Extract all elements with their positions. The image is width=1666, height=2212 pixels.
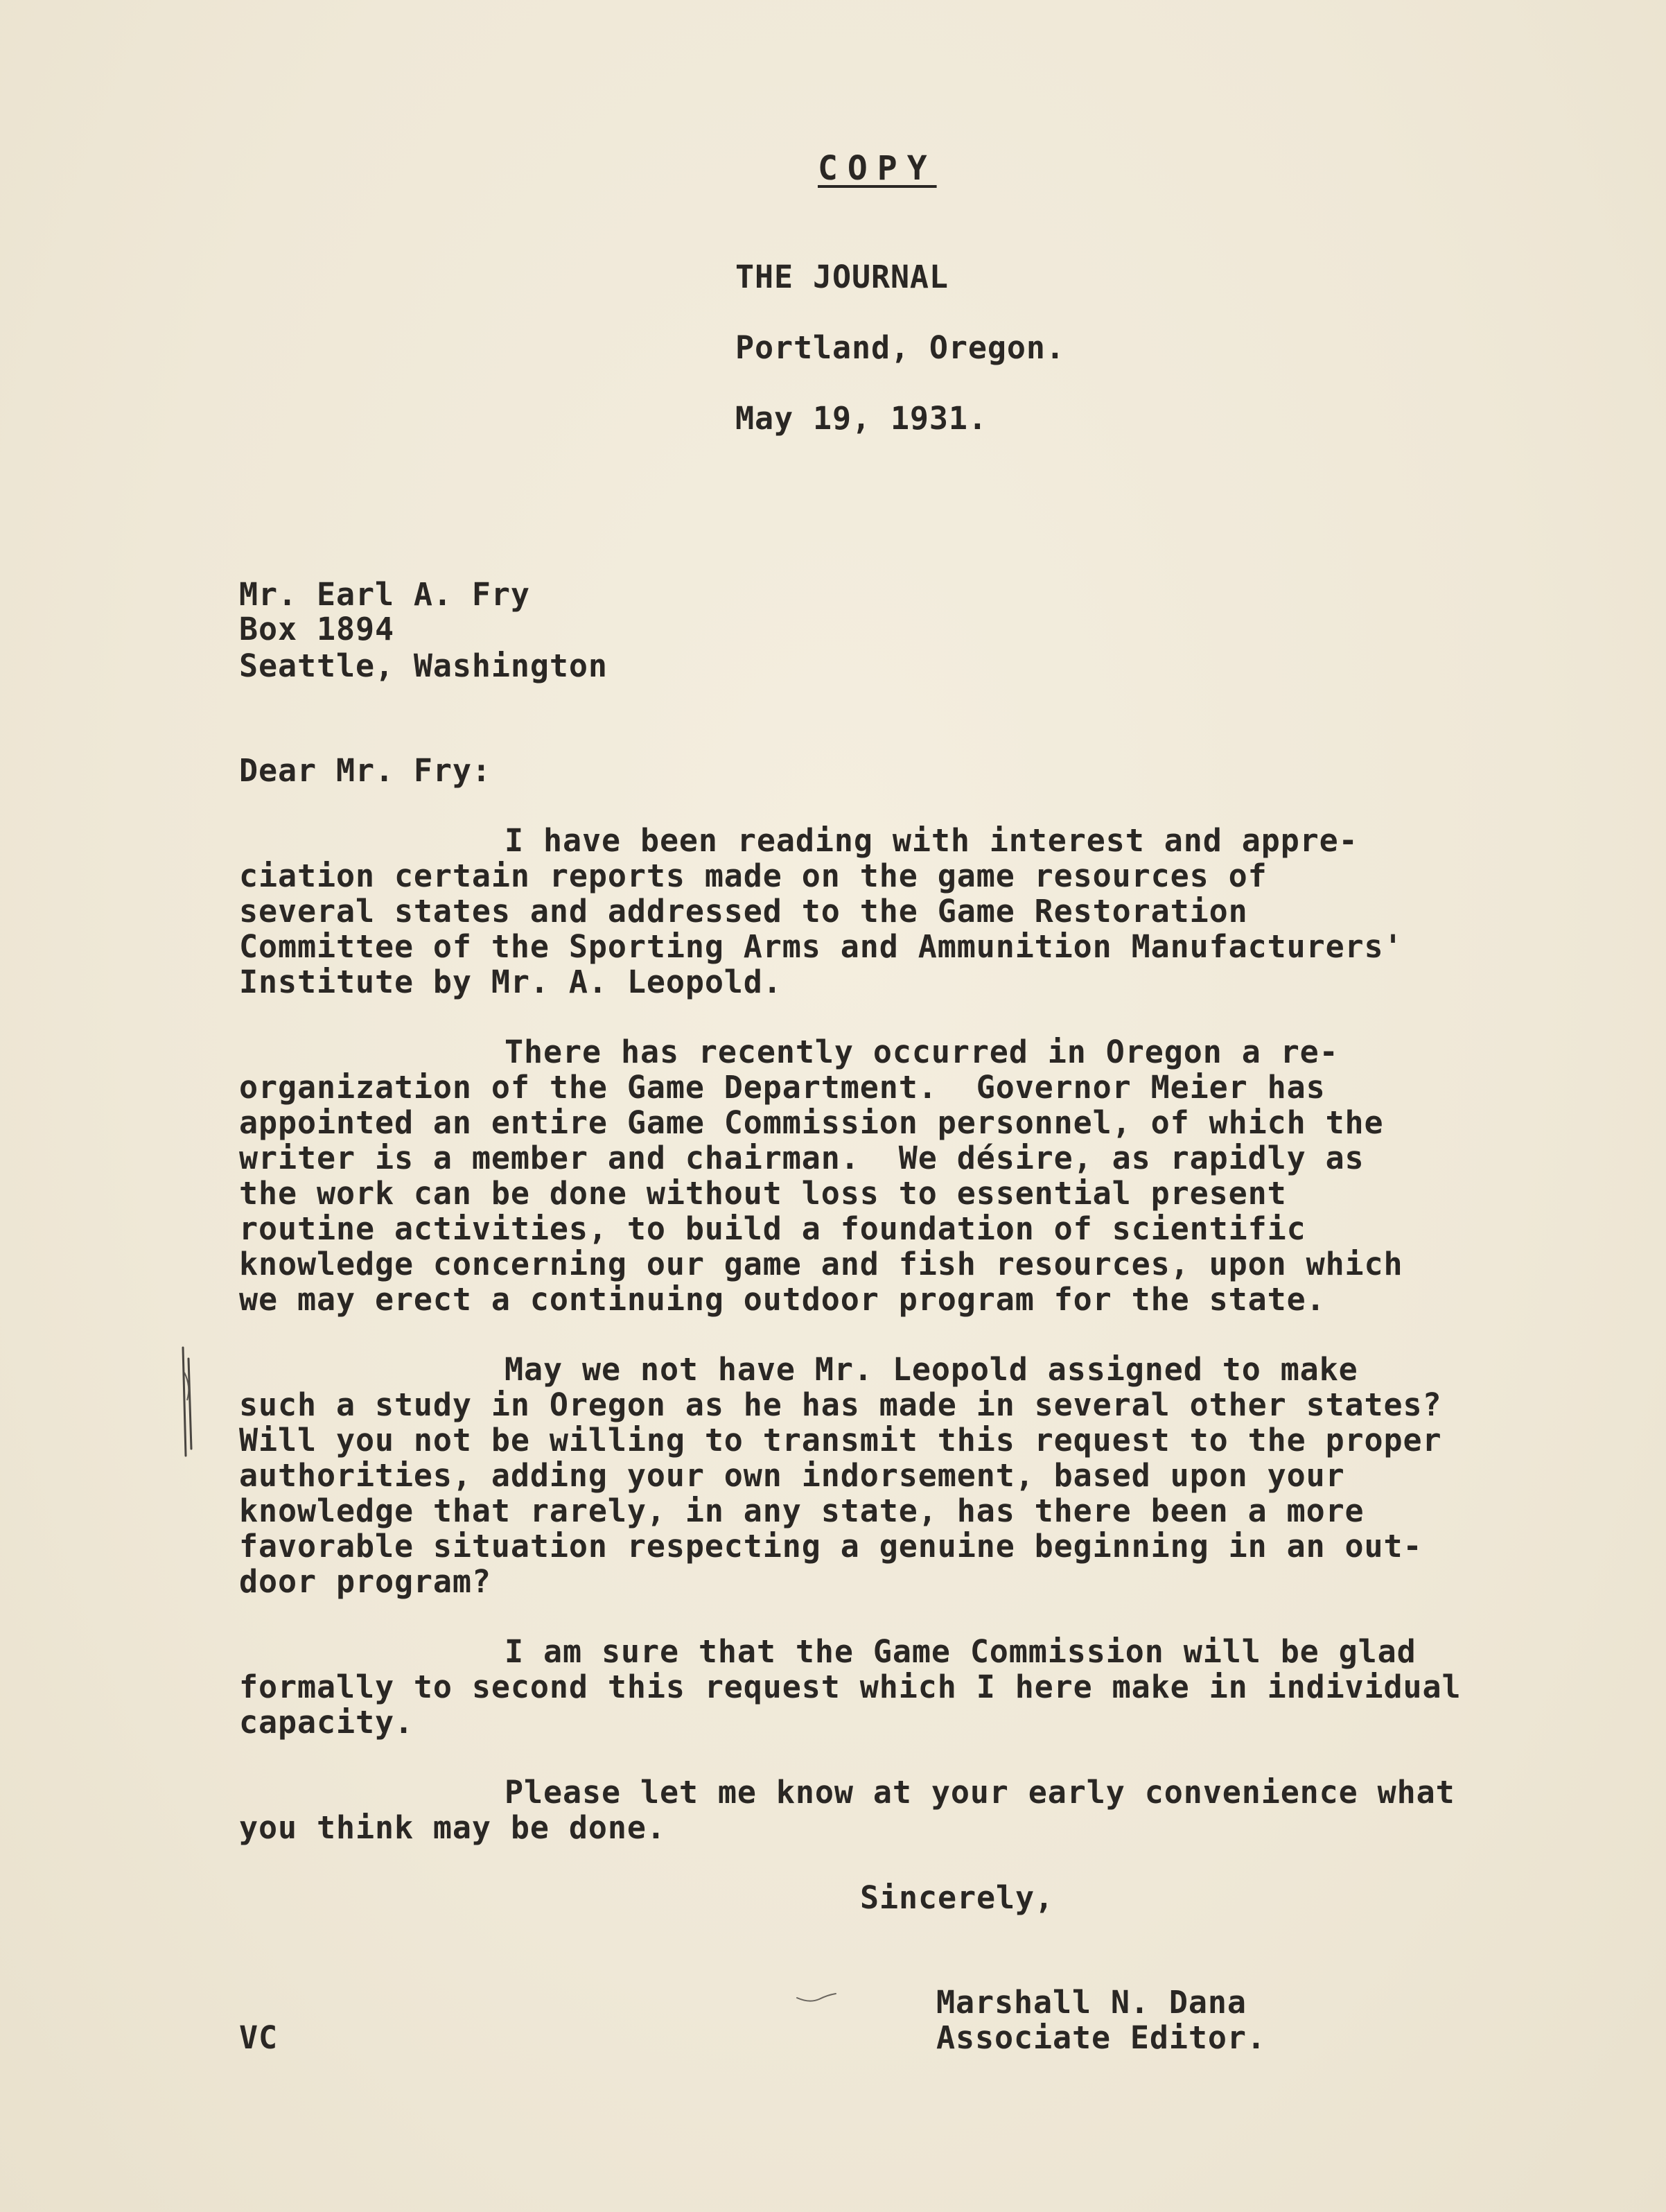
paragraph-line: routine activities, to build a foundation of scientific [239,1210,1306,1247]
signature-title: Associate Editor. [936,2019,1266,2056]
paragraph-line: Institute by Mr. A. Leopold. [239,964,782,1000]
copy-mark: COPY [818,149,937,188]
paragraph-line: such a study in Oregon as he has made in several other states? [239,1386,1442,1423]
paragraph-line: ciation certain reports made on the game resources of [239,857,1268,894]
paragraph-line: the work can be done without loss to essential present [239,1175,1287,1212]
recipient-name: Mr. Earl A. Fry [239,576,530,613]
publication-name: THE JOURNAL [735,259,949,295]
paragraph-line: I have been reading with interest and appre- [505,822,1358,859]
signature-stroke [796,1984,837,2005]
paragraph-line: authorities, adding your own indorsement, based upon your [239,1457,1345,1494]
recipient-box: Box 1894 [239,611,394,647]
salutation: Dear Mr. Fry: [239,752,491,789]
paragraph-line: several states and addressed to the Game Restoration [239,893,1248,930]
margin-pencil-mark [173,1345,201,1463]
paragraph-line: There has recently occurred in Oregon a re- [505,1034,1339,1070]
paragraph-line: capacity. [239,1704,414,1741]
letter-date: May 19, 1931. [735,400,988,437]
signature-name: Marshall N. Dana [936,1984,1247,2021]
publication-city: Portland, Oregon. [735,329,1065,366]
paragraph-line: writer is a member and chairman. We désire, as rapidly as [239,1140,1365,1176]
paragraph-line: door program? [239,1563,491,1600]
paragraph-line: knowledge that rarely, in any state, has there been a more [239,1492,1365,1529]
paragraph-line: appointed an entire Game Commission personnel, of which the [239,1104,1384,1141]
typist-initials: VC [239,2019,278,2056]
paragraph-line: formally to second this request which I here make in individual [239,1669,1462,1705]
paragraph-line: I am sure that the Game Commission will be glad [505,1633,1417,1670]
paragraph-line: favorable situation respecting a genuine beginning in an out- [239,1528,1423,1565]
paragraph-line: May we not have Mr. Leopold assigned to make [505,1351,1358,1388]
paragraph-line: Will you not be willing to transmit this request to the proper [239,1422,1442,1458]
recipient-city: Seattle, Washington [239,647,608,684]
paragraph-line: Please let me know at your early convenience what [505,1774,1455,1811]
paragraph-line: Committee of the Sporting Arms and Ammunition Manufacturers' [239,928,1403,965]
paragraph-line: we may erect a continuing outdoor program for the state. [239,1281,1326,1318]
paragraph-line: organization of the Game Department. Governor Meier has [239,1069,1326,1106]
closing: Sincerely, [860,1879,1054,1916]
paragraph-line: knowledge concerning our game and fish resources, upon which [239,1246,1403,1282]
paragraph-line: you think may be done. [239,1809,666,1846]
